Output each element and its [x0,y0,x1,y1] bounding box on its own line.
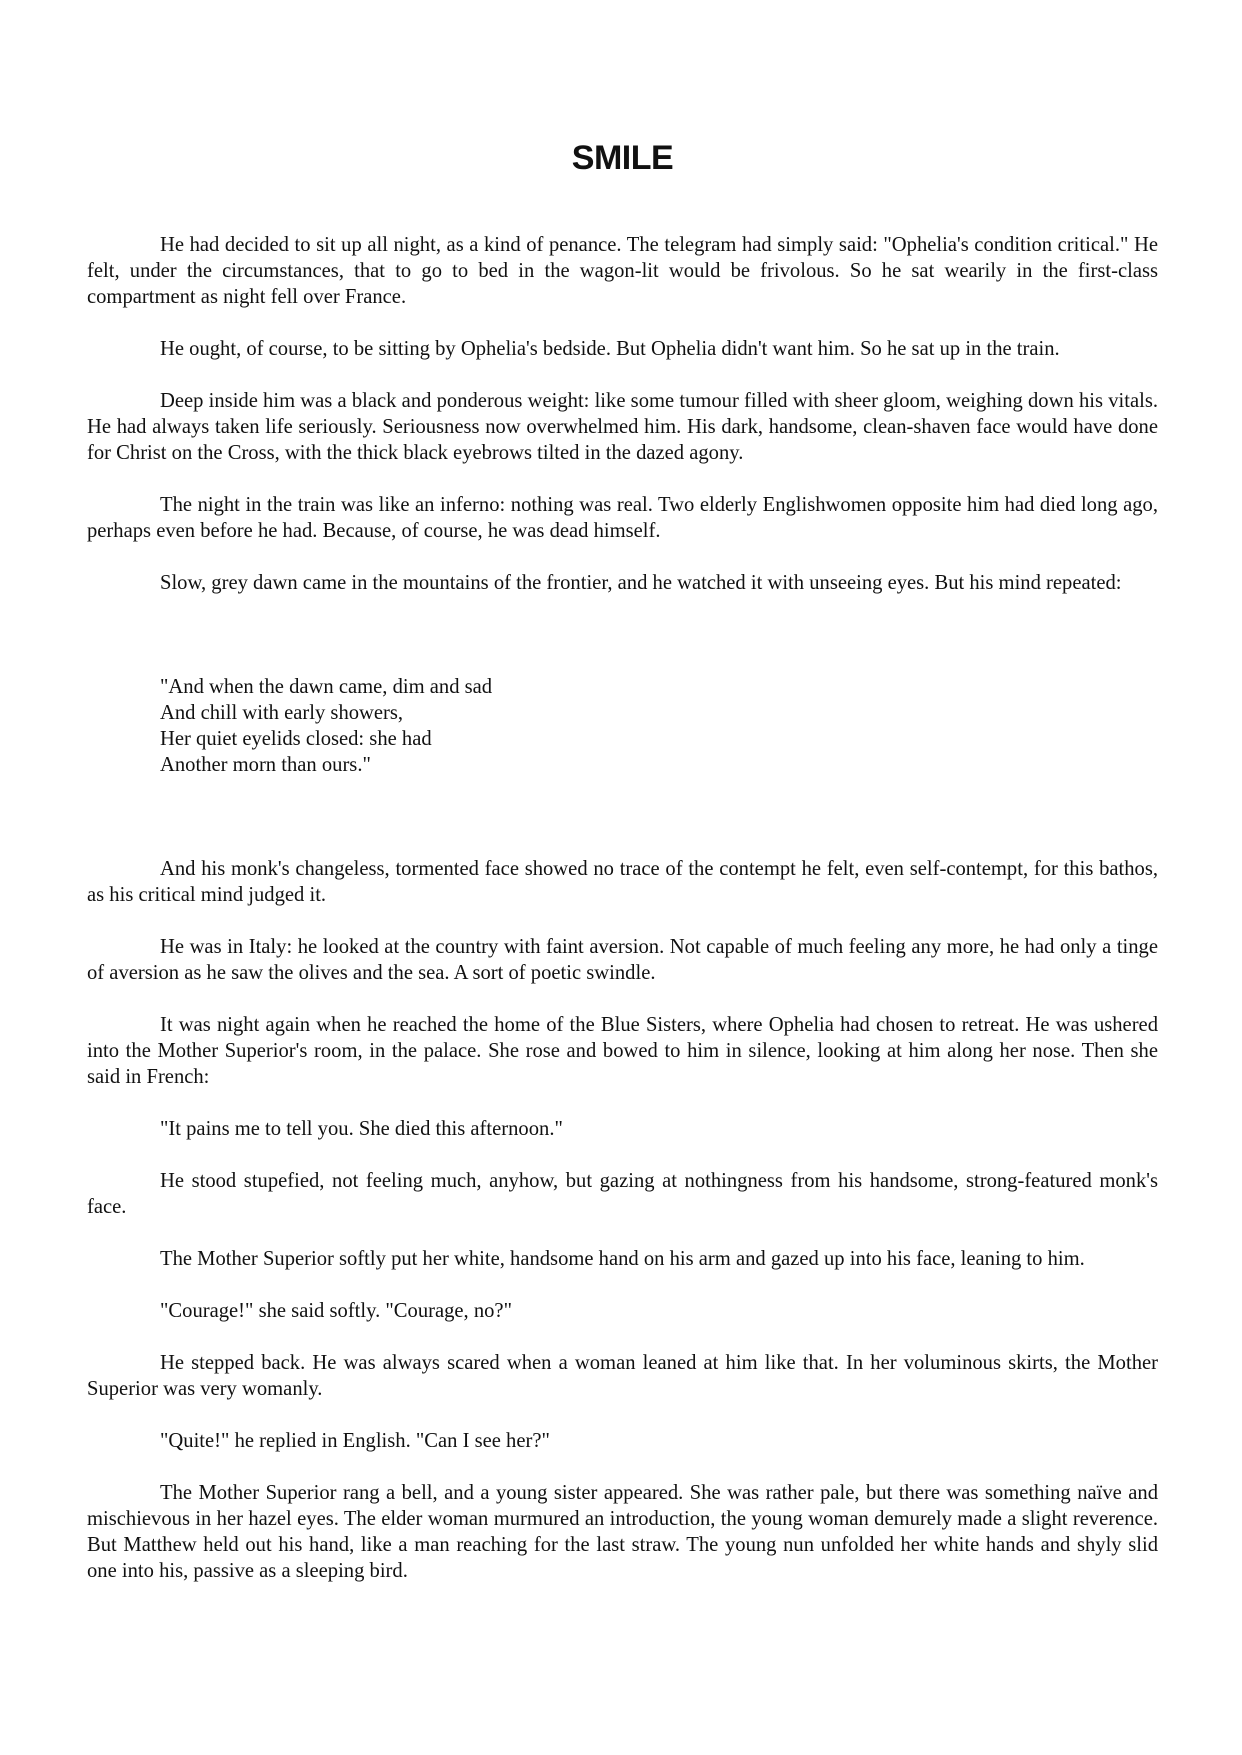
paragraph: He ought, of course, to be sitting by Ophelia's bedside. But Ophelia didn't want him. So he sat up in the train. [160,338,1060,360]
verse-line: Her quiet eyelids closed: she had [160,728,432,750]
paragraph: He was in Italy: he looked at the country with faint aversion. Not capable of much feeling any more, he had only a tinge of aversion as he saw the olives and the sea. A sort of poetic swindle. [87,936,1158,984]
verse-block [160,674,1158,778]
paragraph: He stood stupefied, not feeling much, anyhow, but gazing at nothingness from his handsome, strong-featured monk's face. [87,1170,1158,1218]
paragraph: Slow, grey dawn came in the mountains of the frontier, and he watched it with unseeing eyes. But his mind repeated: [160,572,1122,594]
paragraph: "Courage!" she said softly. "Courage, no?" [160,1300,512,1322]
paragraph: The Mother Superior rang a bell, and a young sister appeared. She was rather pale, but there was something naïve and mischievous in her hazel eyes. The elder woman murmured an introduction, the young woman demurely made a slight reverence. But Matthew held out his hand, like a man reaching for the last straw. The young nun unfolded her white hands and shyly slid one into his, passive as a sleeping bird. [87,1482,1158,1582]
paragraph: Deep inside him was a black and ponderous weight: like some tumour filled with sheer gloom, weighing down his vitals. He had always taken life seriously. Seriousness now overwhelmed him. His dark, handsome, clean-shaven face would have done for Christ on the Cross, with the thick black eyebrows tilted in the dazed agony. [87,390,1158,464]
spacer [87,622,1158,674]
paragraph: "It pains me to tell you. She died this afternoon." [160,1118,563,1140]
spacer [87,778,1158,856]
verse-line: And chill with early showers, [160,702,404,724]
paragraph: The Mother Superior softly put her white, handsome hand on his arm and gazed up into his face, leaning to him. [160,1248,1085,1270]
verse-line: Another morn than ours." [160,754,371,776]
story-body [87,232,1158,1610]
paragraph: And his monk's changeless, tormented face showed no trace of the contempt he felt, even self-contempt, for this bathos, as his critical mind judged it. [87,858,1158,906]
paragraph: He had decided to sit up all night, as a kind of penance. The telegram had simply said: "Ophelia's condition critical." He felt, under the circumstances, that to go to bed in the wagon-lit would be frivolous. So he sat wearily in the first-class compartment as night fell over France. [87,234,1158,308]
paragraph: "Quite!" he replied in English. "Can I see her?" [160,1430,550,1452]
verse-line: "And when the dawn came, dim and sad [160,676,493,698]
paragraph: The night in the train was like an inferno: nothing was real. Two elderly Englishwomen opposite him had died long ago, perhaps even before he had. Because, of course, he was dead himself. [87,494,1158,542]
paragraph: He stepped back. He was always scared when a woman leaned at him like that. In her voluminous skirts, the Mother Superior was very womanly. [87,1352,1158,1400]
paragraph: It was night again when he reached the home of the Blue Sisters, where Ophelia had chosen to retreat. He was ushered into the Mother Superior's room, in the palace. She rose and bowed to him in silence, looking at him along her nose. Then she said in French: [87,1014,1158,1088]
page-title: SMILE [571,139,674,177]
